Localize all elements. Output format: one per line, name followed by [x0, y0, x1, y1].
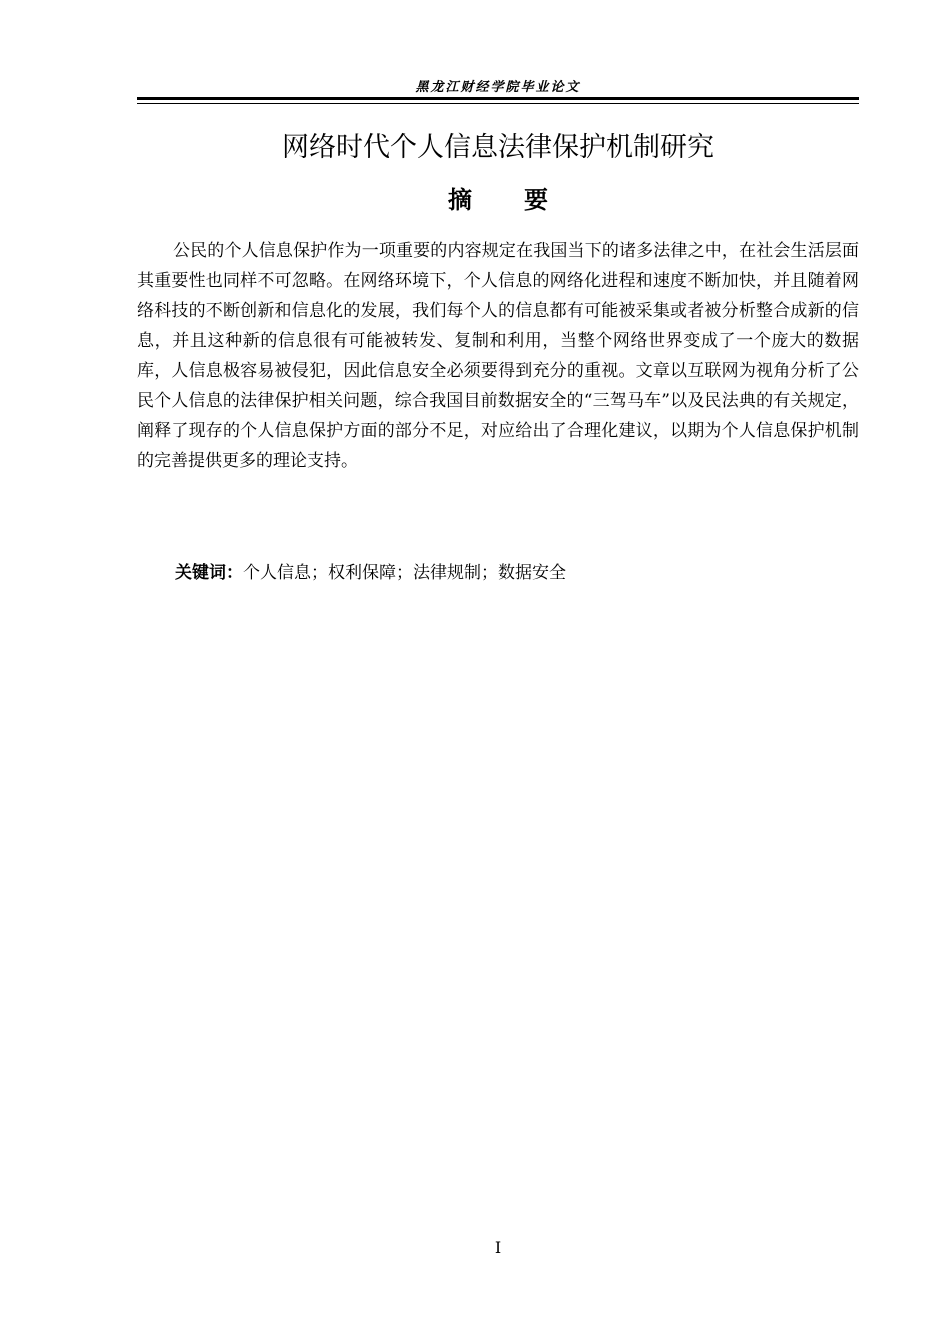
header-rule-thin [137, 103, 859, 104]
abstract-heading: 摘要 [448, 186, 600, 214]
page-number: I [494, 1238, 502, 1257]
keywords-list: 个人信息；权利保障；法律规制；数据安全 [243, 563, 566, 583]
abstract-paragraph: 公民的个人信息保护作为一项重要的内容规定在我国当下的诸多法律之中，在社会生活层面其重要性也同样不可忽略。在网络环境下，个人信息的网络化进程和速度不断加快，并且随着网络科技的不断创新和信息化的发展，我们每个人的信息都有可能被采集或者被分析整合成新的信息，并且这种新的信息很有可能被转发、复制和利用，当整个网络世界变成了一个庞大的数据库，人信息极容易被侵犯，因此信息安全必须要得到充分的重视。文章以互联网为视角分析了公民个人信息的法律保护相关问题，综合我国目前数据安全的“三驾马车”以及民法典的有关规定，阐释了现存的个人信息保护方面的部分不足，对应给出了合理化建议，以期为个人信息保护机制的完善提供更多的理论支持。 [137, 241, 859, 471]
keywords-label: 关键词： [175, 563, 243, 583]
header-rule-thick [137, 97, 859, 100]
keywords-line [175, 558, 859, 588]
thesis-title: 网络时代个人信息法律保护机制研究 [282, 132, 714, 163]
running-header: 黑龙江财经学院毕业论文 [415, 80, 581, 95]
